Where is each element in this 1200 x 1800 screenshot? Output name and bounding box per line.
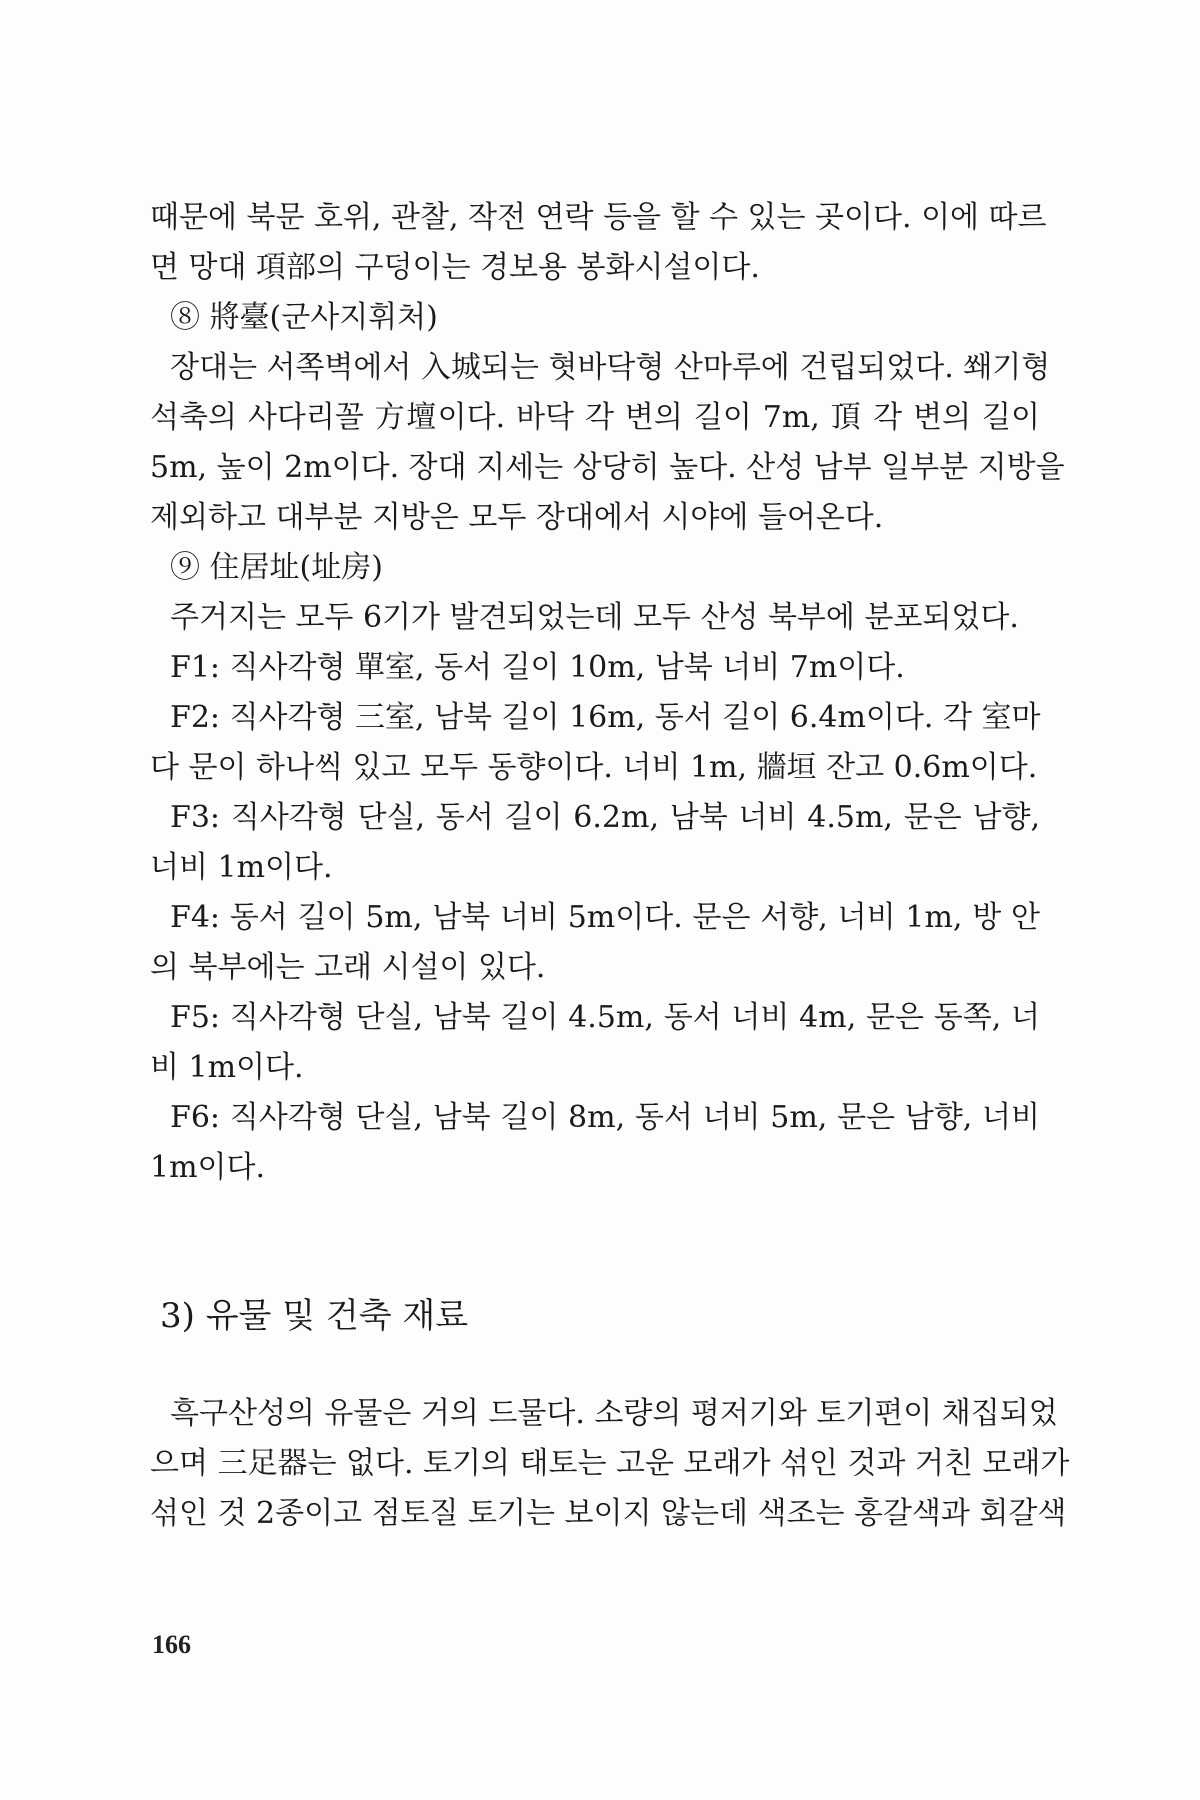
text-line: 다 문이 하나씩 있고 모두 동향이다. 너비 1m, 牆垣 잔고 0.6m이다.: [150, 750, 1038, 785]
text-line: 1m이다.: [150, 1150, 266, 1185]
text-line: 흑구산성의 유물은 거의 드물다. 소량의 평저기와 토기편이 채집되었: [170, 1396, 1058, 1431]
text-line: 석축의 사다리꼴 方壇이다. 바닥 각 변의 길이 7m, 頂 각 변의 길이: [150, 400, 1040, 435]
text-line: 5m, 높이 2m이다. 장대 지세는 상당히 높다. 산성 남부 일부분 지방을: [150, 450, 1065, 485]
text-line: 의 북부에는 고래 시설이 있다.: [150, 950, 546, 985]
item-heading: ⑧ 將臺(군사지휘처): [170, 300, 438, 335]
text-line: F5: 직사각형 단실, 남북 길이 4.5m, 동서 너비 4m, 문은 동쪽, 너: [170, 1000, 1040, 1035]
text-line: 섞인 것 2종이고 점토질 토기는 보이지 않는데 색조는 홍갈색과 회갈색: [150, 1496, 1067, 1531]
text-line: F6: 직사각형 단실, 남북 길이 8m, 동서 너비 5m, 문은 남향, 너비: [170, 1100, 1040, 1135]
text-line: 면 망대 項部의 구덩이는 경보용 봉화시설이다.: [150, 250, 760, 285]
text-line: 장대는 서쪽벽에서 入城되는 혓바닥형 산마루에 건립되었다. 쐐기형: [170, 350, 1051, 385]
text-line: 제외하고 대부분 지방은 모두 장대에서 시야에 들어온다.: [150, 500, 884, 535]
text-line: F3: 직사각형 단실, 동서 길이 6.2m, 남북 너비 4.5m, 문은 남향,: [170, 800, 1040, 835]
text-line: 때문에 북문 호위, 관찰, 작전 연락 등을 할 수 있는 곳이다. 이에 따르: [150, 200, 1047, 235]
item-heading: ⑨ 住居址(址房): [170, 550, 383, 585]
page-number: 166: [152, 1630, 191, 1659]
text-line: F4: 동서 길이 5m, 남북 너비 5m이다. 문은 서향, 너비 1m, 방 안: [170, 900, 1040, 935]
text-line: F1: 직사각형 單室, 동서 길이 10m, 남북 너비 7m이다.: [170, 650, 905, 685]
text-line: 비 1m이다.: [150, 1050, 304, 1085]
text-line: 너비 1m이다.: [150, 850, 333, 885]
text-line: 으며 三足器는 없다. 토기의 태토는 고운 모래가 섞인 것과 거친 모래가: [150, 1446, 1070, 1481]
section-heading: 3) 유물 및 건축 재료: [160, 1296, 469, 1336]
text-line: F2: 직사각형 三室, 남북 길이 16m, 동서 길이 6.4m이다. 각 室마: [170, 700, 1041, 735]
text-line: 주거지는 모두 6기가 발견되었는데 모두 산성 북부에 분포되었다.: [170, 600, 1019, 635]
